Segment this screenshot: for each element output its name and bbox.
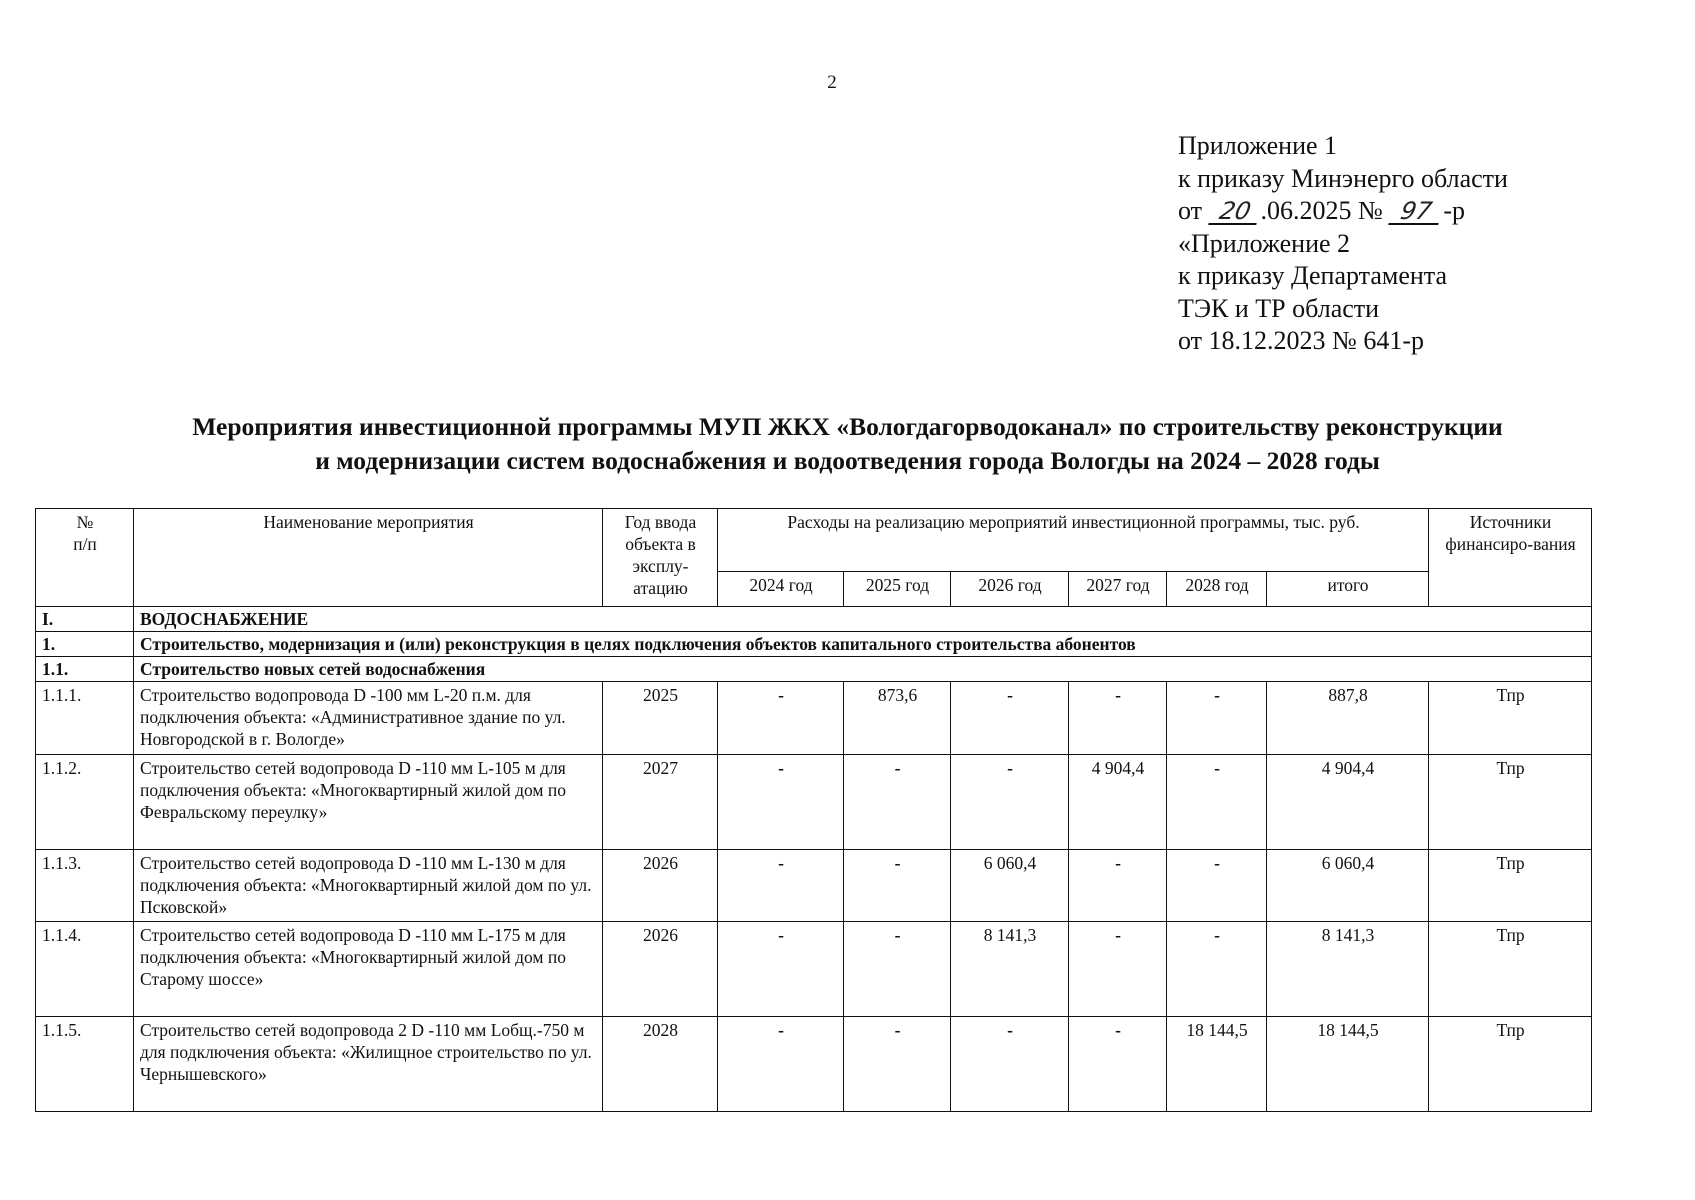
header-2026: 2026 год	[951, 572, 1069, 607]
row-code: 1.1.2.	[36, 755, 134, 850]
subsection-1-label: Строительство, модернизация и (или) реконструкция в целях подключения объектов капитального строительства абонентов	[134, 632, 1592, 657]
row-2027: -	[1069, 1017, 1167, 1112]
document-title-line-1: Мероприятия инвестиционной программы МУП ЖКХ «Вологдагорводоканал» по строительству реконструкции	[192, 412, 1503, 441]
appendix-line-2: к приказу Минэнерго области	[1178, 163, 1508, 193]
row-source: Тпр	[1429, 1017, 1592, 1112]
handwritten-day: 20	[1208, 199, 1262, 225]
table-row	[36, 1017, 1592, 1112]
appendix-date-prefix: от	[1178, 196, 1209, 225]
row-total: 887,8	[1267, 682, 1429, 755]
row-2024: -	[718, 850, 844, 922]
appendix-line-1: Приложение 1	[1178, 131, 1338, 160]
header-num: № п/п	[36, 509, 134, 607]
row-code: 1.1.3.	[36, 850, 134, 922]
section-code: I.	[36, 607, 134, 632]
row-source: Тпр	[1429, 922, 1592, 1017]
appendix-line-6: ТЭК и ТР области	[1178, 293, 1380, 323]
appendix-line-7: от 18.12.2023 № 641-р	[1178, 326, 1424, 355]
header-2024: 2024 год	[718, 572, 844, 607]
subsection-2-code: 1.1.	[36, 657, 134, 682]
handwritten-order-number: 97	[1389, 199, 1445, 225]
subsection-row-2	[36, 657, 1592, 682]
section-row	[36, 607, 1592, 632]
row-2028: -	[1167, 922, 1267, 1017]
row-2024: -	[718, 1017, 844, 1112]
row-2026: -	[951, 1017, 1069, 1112]
row-2024: -	[718, 682, 844, 755]
appendix-block	[1178, 130, 1508, 358]
row-2026: 8 141,3	[951, 922, 1069, 1017]
document-title-line-2: и модернизации систем водоснабжения и водоотведения города Вологды на 2024 – 2028 годы	[315, 446, 1380, 475]
row-2027: 4 904,4	[1069, 755, 1167, 850]
row-name: Строительство сетей водопровода D -110 мм L-130 м для подключения объекта: «Многоквартирный жилой дом по ул. Псковской»	[134, 850, 603, 922]
row-source: Тпр	[1429, 755, 1592, 850]
row-code: 1.1.1.	[36, 682, 134, 755]
row-year: 2025	[603, 682, 718, 755]
row-2025: -	[844, 1017, 951, 1112]
row-2025: -	[844, 850, 951, 922]
row-name: Строительство сетей водопровода 2 D -110 мм Lобщ.-750 м для подключения объекта: «Жилищное строительство по ул. Чернышевского»	[134, 1017, 603, 1112]
row-code: 1.1.5.	[36, 1017, 134, 1112]
section-label: ВОДОСНАБЖЕНИЕ	[134, 607, 1592, 632]
row-2026: -	[951, 682, 1069, 755]
row-name: Строительство водопровода D -100 мм L-20 п.м. для подключения объекта: «Административное здание по ул. Новгородской в г. Вологде»	[134, 682, 603, 755]
row-total: 18 144,5	[1267, 1017, 1429, 1112]
row-2024: -	[718, 922, 844, 1017]
row-2025: 873,6	[844, 682, 951, 755]
table-row	[36, 922, 1592, 1017]
table-row	[36, 682, 1592, 755]
table-row	[36, 850, 1592, 922]
appendix-line-4: «Приложение 2	[1178, 228, 1351, 258]
row-name: Строительство сетей водопровода D -110 мм L-175 м для подключения объекта: «Многоквартирный жилой дом по Старому шоссе»	[134, 922, 603, 1017]
row-2026: -	[951, 755, 1069, 850]
row-2028: -	[1167, 850, 1267, 922]
page-number: 2	[827, 72, 837, 93]
row-year: 2026	[603, 922, 718, 1017]
row-2025: -	[844, 755, 951, 850]
row-2028: -	[1167, 682, 1267, 755]
appendix-order-suffix: -р	[1443, 196, 1466, 225]
appendix-line-5: к приказу Департамента	[1178, 261, 1448, 290]
row-total: 4 904,4	[1267, 755, 1429, 850]
appendix-line-3	[1178, 195, 1508, 228]
header-expenses: Расходы на реализацию мероприятий инвестиционной программы, тыс. руб.	[718, 509, 1429, 572]
row-name: Строительство сетей водопровода D -110 мм L-105 м для подключения объекта: «Многоквартирный жилой дом по Февральскому переулку»	[134, 755, 603, 850]
row-total: 8 141,3	[1267, 922, 1429, 1017]
row-2025: -	[844, 922, 951, 1017]
subsection-2-label: Строительство новых сетей водоснабжения	[134, 657, 1592, 682]
row-2024: -	[718, 755, 844, 850]
row-year: 2026	[603, 850, 718, 922]
header-2027: 2027 год	[1069, 572, 1167, 607]
header-year: Год ввода объекта в эксплу-атацию	[603, 509, 718, 607]
row-year: 2028	[603, 1017, 718, 1112]
row-2026: 6 060,4	[951, 850, 1069, 922]
header-total: итого	[1267, 572, 1429, 607]
row-code: 1.1.4.	[36, 922, 134, 1017]
row-2028: -	[1167, 755, 1267, 850]
investment-program-table	[35, 508, 1592, 1112]
row-2027: -	[1069, 682, 1167, 755]
subsection-1-code: 1.	[36, 632, 134, 657]
header-name: Наименование мероприятия	[134, 509, 603, 607]
table-row	[36, 755, 1592, 850]
row-source: Тпр	[1429, 682, 1592, 755]
document-title	[0, 410, 1695, 478]
row-2027: -	[1069, 850, 1167, 922]
header-2025: 2025 год	[844, 572, 951, 607]
row-total: 6 060,4	[1267, 850, 1429, 922]
subsection-row-1	[36, 632, 1592, 657]
row-2028: 18 144,5	[1167, 1017, 1267, 1112]
header-2028: 2028 год	[1167, 572, 1267, 607]
appendix-date-rest: .06.2025 №	[1260, 196, 1390, 225]
header-sources: Источники финансиро-вания	[1429, 509, 1592, 607]
row-source: Тпр	[1429, 850, 1592, 922]
row-year: 2027	[603, 755, 718, 850]
row-2027: -	[1069, 922, 1167, 1017]
